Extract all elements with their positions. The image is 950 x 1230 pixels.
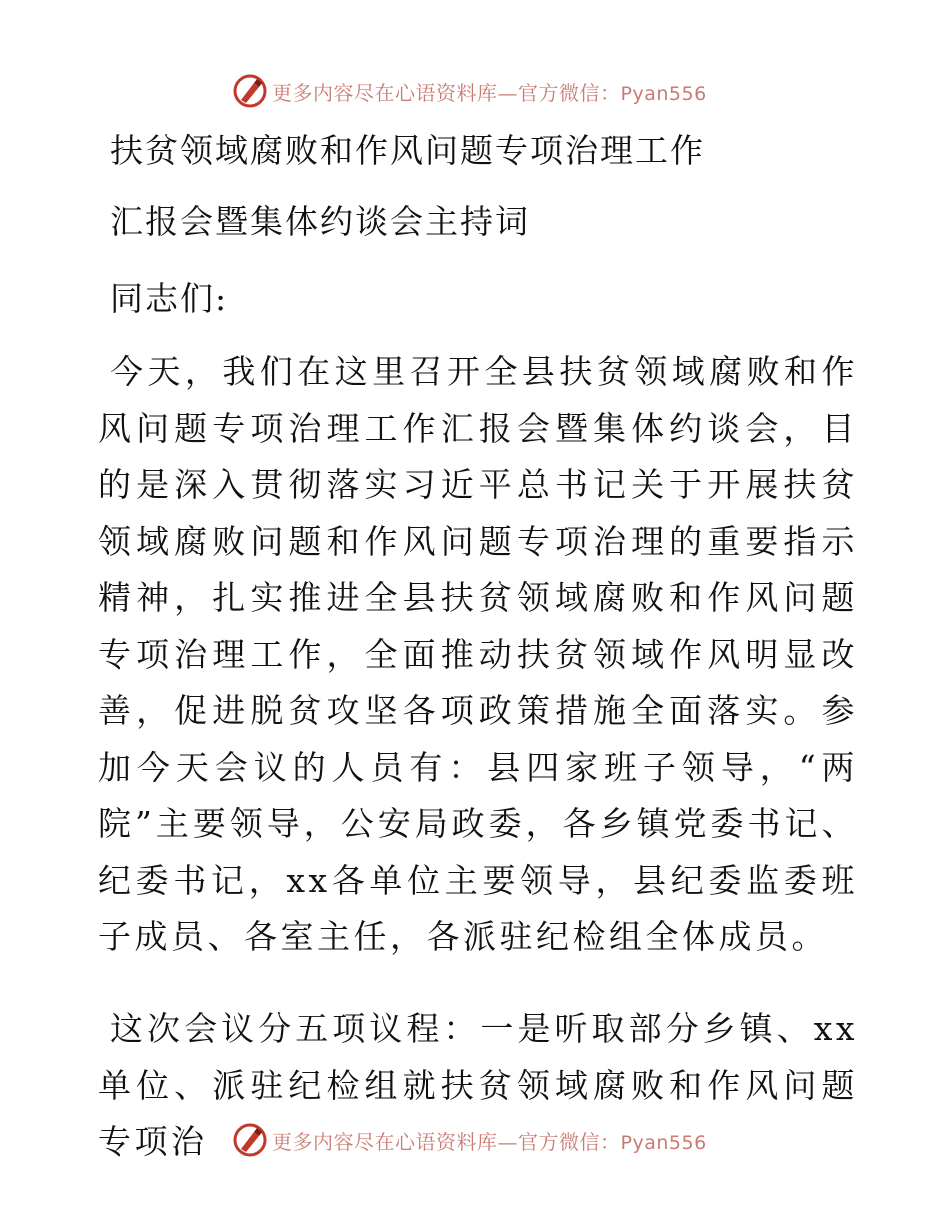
paragraph-opening: 今天，我们在这里召开全县扶贫领域腐败和作风问题专项治理工作汇报会暨集体约谈会，目的是深入贯彻落实习近平总书记关于开展扶贫领域腐败问题和作风问题专项治理的重要指示精神，扎实推进全县扶贫领域腐败和作风问题专项治理工作，全面推动扶贫领域作风明显改善，促进脱贫攻坚各项政策措施全面落实。参加今天会议的人员有：县四家班子领导，“两院”主要领导，公安局政委，各乡镇党委书记、纪委书记，xx各单位主要领导，县纪委监委班子成员、各室主任，各派驻纪检组全体成员。 [98, 352, 858, 956]
wechat-id: Pyan556 [620, 1131, 707, 1154]
paragraph-agenda: 这次会议分五项议程：一是听取部分乡镇、xx单位、派驻纪检组就扶贫领域腐败和作风问题专项治 [98, 1009, 858, 1161]
document-title-line2: 汇报会暨集体约谈会主持词 [110, 202, 530, 241]
watermark-text: 更多内容尽在心语资料库—官方微信： [272, 80, 621, 105]
pen-logo-icon [232, 1122, 268, 1158]
pen-logo-icon [232, 73, 268, 109]
watermark-header [232, 71, 707, 111]
watermark-footer [232, 1120, 707, 1160]
watermark-text: 更多内容尽在心语资料库—官方微信： [272, 1129, 621, 1154]
wechat-id: Pyan556 [620, 82, 707, 105]
greeting: 同志们: [110, 279, 229, 318]
document-title-line1: 扶贫领域腐败和作风问题专项治理工作 [110, 131, 705, 170]
